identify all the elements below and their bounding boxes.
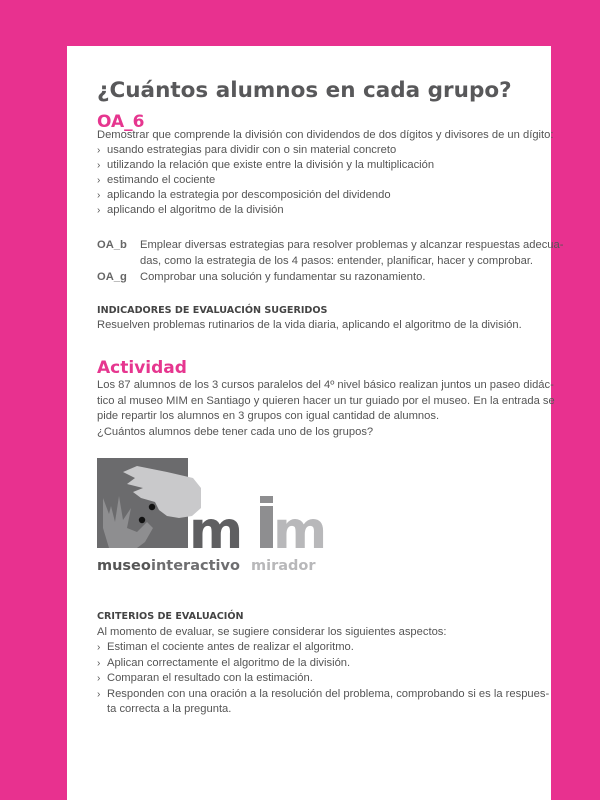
list-item: › Responden con una oración a la resolución del problema, comprobando si es la respues- ta correcta a la pregunta.: [97, 687, 550, 715]
list-item: › usando estrategias para dividir con o sin material concreto: [97, 144, 397, 156]
chevron-right-icon: ›: [97, 145, 101, 156]
activity-text: Los 87 alumnos de los 3 cursos paralelos del 4º nivel básico realizan juntos un paseo didác- tico al museo MIM en Santiago y quieren hacer un tur guiado por el museo. En la entrada se pide repartir los alumnos en 3 grupos con igual cantidad de alumnos. ¿Cuántos alumnos debe tener cada uno de los grupos?: [97, 379, 555, 438]
svg-text:interactivo: interactivo: [151, 558, 240, 574]
extra-objective-oa-b: [97, 237, 563, 269]
list-item: › aplicando el algoritmo de la división: [97, 204, 284, 216]
objective-bullet-list: [97, 143, 434, 218]
hands-logo-icon: [97, 458, 337, 578]
objective-code-label: OA_b: [97, 239, 127, 251]
list-item: › Aplican correctamente el algoritmo de la división.: [97, 656, 549, 672]
indicators-heading: INDICADORES DE EVALUACIÓN SUGERIDOS: [97, 305, 328, 316]
mim-museum-logo: [97, 458, 337, 573]
chevron-right-icon: ›: [97, 160, 101, 171]
svg-text:museo: museo: [97, 558, 151, 574]
logo-mark-m1: m: [189, 501, 244, 561]
criteria-list: [97, 640, 549, 718]
objective-description: Demostrar que comprende la división con dividendos de dos dígitos y divisores de un dígito:: [97, 129, 554, 141]
svg-text:mirador: mirador: [251, 558, 316, 574]
chevron-right-icon: ›: [97, 673, 101, 684]
list-item: › utilizando la relación que existe entre la división y la multiplicación: [97, 159, 435, 171]
chevron-right-icon: ›: [97, 190, 101, 201]
chevron-right-icon: ›: [97, 657, 101, 669]
objective-code-label: OA_g: [97, 271, 127, 283]
chevron-right-icon: ›: [97, 642, 101, 653]
list-item: › Estiman el cociente antes de realizar el algoritmo.: [97, 640, 549, 656]
activity-heading: Actividad: [97, 358, 187, 378]
list-item: › estimando el cociente: [97, 174, 216, 186]
chevron-right-icon: ›: [97, 205, 101, 216]
list-item: › Comparan el resultado con la estimación.: [97, 671, 549, 687]
criteria-intro: Al momento de evaluar, se sugiere considerar los siguientes aspectos:: [97, 626, 447, 638]
logo-mark-m2: m: [273, 501, 328, 561]
objective-text: Comprobar una solución y fundamentar su razonamiento.: [140, 271, 426, 283]
criteria-heading: CRITERIOS DE EVALUACIÓN: [97, 611, 244, 622]
chevron-right-icon: ›: [97, 175, 101, 186]
extra-objectives: [97, 237, 563, 285]
list-item: › aplicando la estrategia por descomposición del dividendo: [97, 189, 391, 201]
objective-text: Emplear diversas estrategias para resolver problemas y alcanzar respuestas adecua- das, como la estrategia de los 4 pasos: entender, planificar, hacer y comprobar.: [140, 239, 564, 267]
document-page: [67, 46, 564, 800]
chevron-right-icon: ›: [97, 688, 101, 700]
indicators-text: Resuelven problemas rutinarios de la vida diaria, aplicando el algoritmo de la división.: [97, 319, 522, 331]
page-title: ¿Cuántos alumnos en cada grupo?: [97, 78, 512, 103]
objective-code: OA_6: [97, 112, 145, 132]
extra-objective-oa-g: [97, 269, 563, 285]
